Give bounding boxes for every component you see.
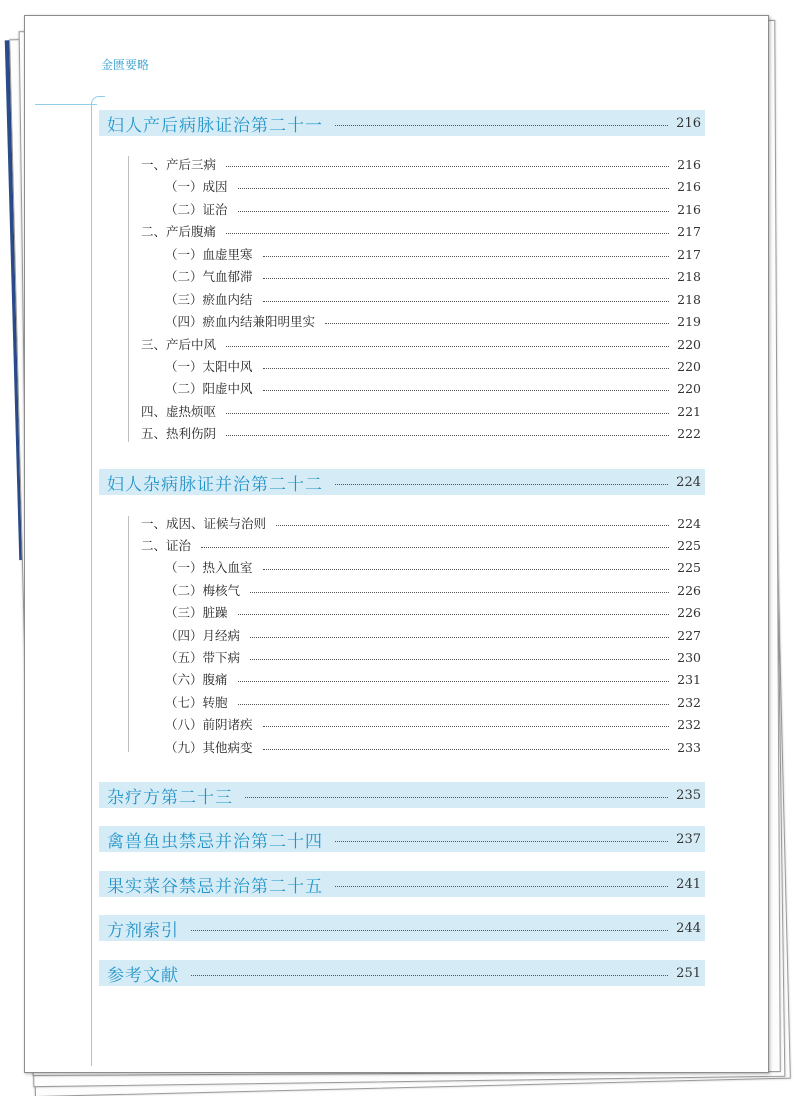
leader-dots bbox=[201, 547, 669, 548]
chapter-title: 方剂索引 bbox=[107, 920, 179, 941]
toc-entry[interactable] bbox=[25, 334, 705, 354]
toc-entry[interactable] bbox=[25, 356, 705, 376]
toc-chapter[interactable] bbox=[99, 110, 705, 136]
chapter-page: 237 bbox=[676, 831, 701, 847]
toc-entry[interactable] bbox=[25, 580, 705, 600]
entry-page: 218 bbox=[677, 291, 701, 307]
entry-page: 220 bbox=[677, 336, 701, 352]
toc-entry[interactable] bbox=[25, 513, 705, 533]
leader-dots bbox=[263, 368, 670, 369]
chapter-page: 241 bbox=[676, 876, 701, 892]
entry-label: 三、产后中风 bbox=[141, 337, 217, 352]
chapter-title: 参考文献 bbox=[107, 965, 179, 986]
leader-dots bbox=[335, 484, 668, 485]
leader-dots bbox=[250, 637, 669, 638]
chapter-title: 果实菜谷禁忌并治第二十五 bbox=[107, 876, 323, 897]
toc-chapter[interactable] bbox=[99, 960, 705, 986]
entry-page: 226 bbox=[677, 582, 701, 598]
entry-label: （五）带下病 bbox=[165, 650, 241, 665]
toc-entry[interactable] bbox=[25, 647, 705, 667]
leader-dots bbox=[263, 749, 670, 750]
toc-entry[interactable] bbox=[25, 401, 705, 421]
toc-chapter[interactable] bbox=[99, 782, 705, 808]
leader-dots bbox=[238, 188, 670, 189]
toc-chapter[interactable] bbox=[99, 469, 705, 495]
entry-page: 220 bbox=[677, 358, 701, 374]
toc-chapter[interactable] bbox=[99, 915, 705, 941]
entry-label: （八）前阴诸疾 bbox=[165, 717, 253, 732]
entry-page: 216 bbox=[677, 201, 701, 217]
toc-entry[interactable] bbox=[25, 692, 705, 712]
entry-page: 225 bbox=[677, 559, 701, 575]
toc-entry[interactable] bbox=[25, 625, 705, 645]
entry-label: （四）瘀血内结兼阳明里实 bbox=[165, 314, 316, 329]
entry-page: 227 bbox=[677, 627, 701, 643]
entry-page: 220 bbox=[677, 380, 701, 396]
entry-page: 218 bbox=[677, 268, 701, 284]
toc-entry[interactable] bbox=[25, 154, 705, 174]
leader-dots bbox=[276, 525, 669, 526]
entry-label: （七）转胞 bbox=[165, 695, 228, 710]
toc-entry[interactable] bbox=[25, 244, 705, 264]
entry-page: 232 bbox=[677, 716, 701, 732]
entry-label: 一、产后三病 bbox=[141, 157, 217, 172]
toc-chapter[interactable] bbox=[99, 871, 705, 897]
leader-dots bbox=[335, 886, 668, 887]
toc-chapter[interactable] bbox=[99, 826, 705, 852]
entry-page: 219 bbox=[677, 313, 701, 329]
chapter-page: 235 bbox=[676, 787, 701, 803]
entry-label: （九）其他病变 bbox=[165, 740, 253, 755]
leader-dots bbox=[238, 614, 670, 615]
leader-dots bbox=[191, 975, 668, 976]
entry-label: （一）血虚里寒 bbox=[165, 247, 253, 262]
leader-dots bbox=[226, 435, 669, 436]
chapter-title: 妇人杂病脉证并治第二十二 bbox=[107, 474, 323, 495]
entry-page: 230 bbox=[677, 649, 701, 665]
leader-dots bbox=[226, 346, 669, 347]
leader-dots bbox=[226, 166, 669, 167]
leader-dots bbox=[238, 211, 670, 212]
entry-label: （三）脏躁 bbox=[165, 605, 228, 620]
entry-label: 四、虚热烦呕 bbox=[141, 404, 217, 419]
leader-dots bbox=[263, 569, 670, 570]
leader-dots bbox=[335, 125, 668, 126]
toc-entry[interactable] bbox=[25, 199, 705, 219]
entry-label: 一、成因、证候与治则 bbox=[141, 516, 267, 531]
leader-dots bbox=[335, 841, 668, 842]
leader-dots bbox=[245, 797, 668, 798]
chapter-page: 244 bbox=[676, 920, 701, 936]
leader-dots bbox=[226, 413, 669, 414]
chapter-page: 224 bbox=[676, 474, 701, 490]
leader-dots bbox=[263, 301, 670, 302]
leader-dots bbox=[191, 930, 668, 931]
chapter-title: 杂疗方第二十三 bbox=[107, 787, 233, 808]
entry-label: 二、证治 bbox=[141, 538, 192, 553]
entry-page: 217 bbox=[677, 223, 701, 239]
entry-page: 217 bbox=[677, 246, 701, 262]
leader-dots bbox=[226, 233, 669, 234]
entry-page: 231 bbox=[677, 671, 701, 687]
entry-page: 222 bbox=[677, 425, 701, 441]
entry-page: 216 bbox=[677, 156, 701, 172]
entry-label: （二）气血郁滞 bbox=[165, 269, 253, 284]
toc-entry[interactable] bbox=[25, 266, 705, 286]
entry-page: 224 bbox=[677, 515, 701, 531]
entry-label: （四）月经病 bbox=[165, 628, 241, 643]
entry-label: （二）阳虚中风 bbox=[165, 381, 253, 396]
chapter-title: 妇人产后病脉证治第二十一 bbox=[107, 115, 323, 136]
leader-dots bbox=[263, 726, 670, 727]
entry-page: 232 bbox=[677, 694, 701, 710]
leader-dots bbox=[325, 323, 669, 324]
entry-label: 二、产后腹痛 bbox=[141, 224, 217, 239]
leader-dots bbox=[263, 278, 670, 279]
entry-label: （一）太阳中风 bbox=[165, 359, 253, 374]
entry-label: （一）热入血室 bbox=[165, 560, 253, 575]
running-header: 金匮要略 bbox=[101, 58, 150, 72]
entry-label: 五、热利伤阴 bbox=[141, 426, 217, 441]
toc-entry[interactable] bbox=[25, 378, 705, 398]
entry-label: （一）成因 bbox=[165, 179, 228, 194]
toc-entry[interactable] bbox=[25, 714, 705, 734]
toc-entry[interactable] bbox=[25, 289, 705, 309]
entry-label: （三）瘀血内结 bbox=[165, 292, 253, 307]
decorative-curve bbox=[91, 96, 105, 106]
chapter-page: 251 bbox=[676, 965, 701, 981]
toc-entry[interactable] bbox=[25, 669, 705, 689]
leader-dots bbox=[238, 704, 670, 705]
toc-entry[interactable] bbox=[25, 176, 705, 196]
entry-page: 225 bbox=[677, 537, 701, 553]
decorative-rule bbox=[35, 104, 97, 105]
toc-entry[interactable] bbox=[25, 311, 705, 331]
entry-page: 233 bbox=[677, 739, 701, 755]
entry-page: 221 bbox=[677, 403, 701, 419]
toc-entry[interactable] bbox=[25, 423, 705, 443]
leader-dots bbox=[263, 256, 670, 257]
toc-page bbox=[24, 15, 769, 1073]
chapter-page: 216 bbox=[676, 115, 701, 131]
entry-label: （六）腹痛 bbox=[165, 672, 228, 687]
leader-dots bbox=[238, 681, 670, 682]
entry-page: 216 bbox=[677, 178, 701, 194]
leader-dots bbox=[250, 659, 669, 660]
entry-page: 226 bbox=[677, 604, 701, 620]
toc-entry[interactable] bbox=[25, 221, 705, 241]
toc-entry[interactable] bbox=[25, 602, 705, 622]
leader-dots bbox=[263, 390, 670, 391]
toc-entry[interactable] bbox=[25, 535, 705, 555]
leader-dots bbox=[250, 592, 669, 593]
entry-label: （二）梅核气 bbox=[165, 583, 241, 598]
toc-entry[interactable] bbox=[25, 737, 705, 757]
chapter-title: 禽兽鱼虫禁忌并治第二十四 bbox=[107, 831, 323, 852]
toc-entry[interactable] bbox=[25, 557, 705, 577]
entry-label: （二）证治 bbox=[165, 202, 228, 217]
